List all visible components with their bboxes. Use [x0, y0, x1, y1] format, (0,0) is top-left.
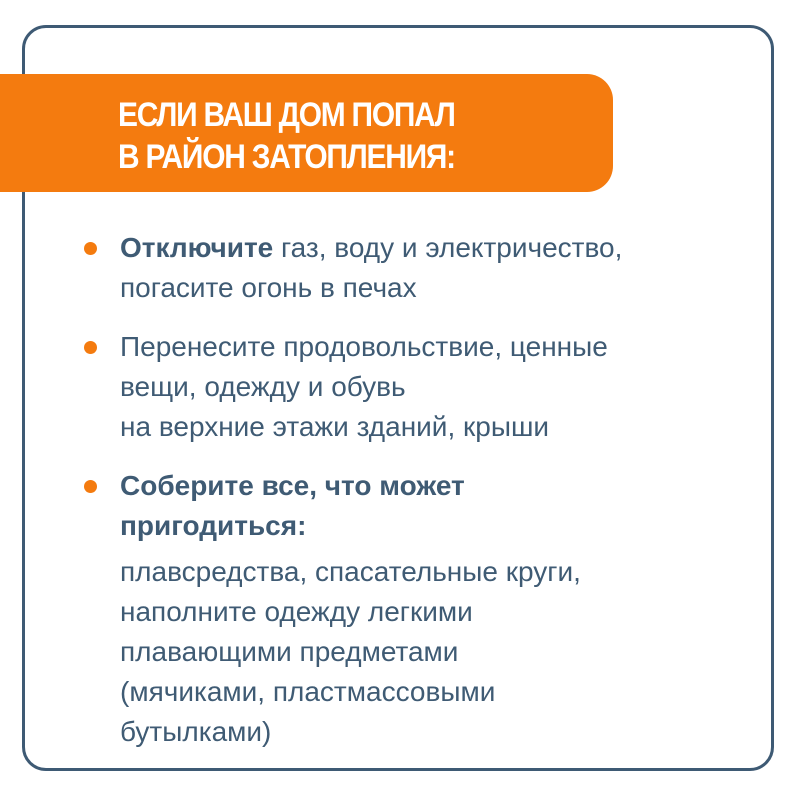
item-line: наполните одежду легкими [120, 596, 473, 627]
list-item [84, 466, 754, 752]
item-line: плавающими предметами [120, 636, 459, 667]
item-line [120, 228, 754, 268]
list-item [84, 327, 754, 447]
item-bold-text: Отключите [120, 232, 274, 263]
item-line: плавсредства, спасательные круги, [120, 556, 581, 587]
bullet-icon [84, 341, 97, 354]
item-bold-line: пригодиться: [120, 510, 307, 541]
list-item [84, 228, 754, 308]
title-line-1: ЕСЛИ ВАШ ДОМ ПОПАЛ [118, 96, 455, 134]
item-text: газ, воду и электричество, [273, 232, 623, 263]
item-bold-line: Соберите все, что может [120, 470, 465, 501]
item-line: погасите огонь в печах [120, 272, 417, 303]
page-title [118, 94, 455, 178]
item-line: бутылками) [120, 716, 272, 747]
instruction-list [84, 228, 754, 771]
item-line: (мячиками, пластмассовыми [120, 676, 496, 707]
bullet-icon [84, 480, 97, 493]
item-line: Перенесите продовольствие, ценные [120, 331, 608, 362]
bullet-icon [84, 242, 97, 255]
title-line-2: В РАЙОН ЗАТОПЛЕНИЯ: [118, 138, 455, 176]
item-line: на верхние этажи зданий, крыши [120, 411, 550, 442]
item-line: вещи, одежду и обувь [120, 371, 406, 402]
